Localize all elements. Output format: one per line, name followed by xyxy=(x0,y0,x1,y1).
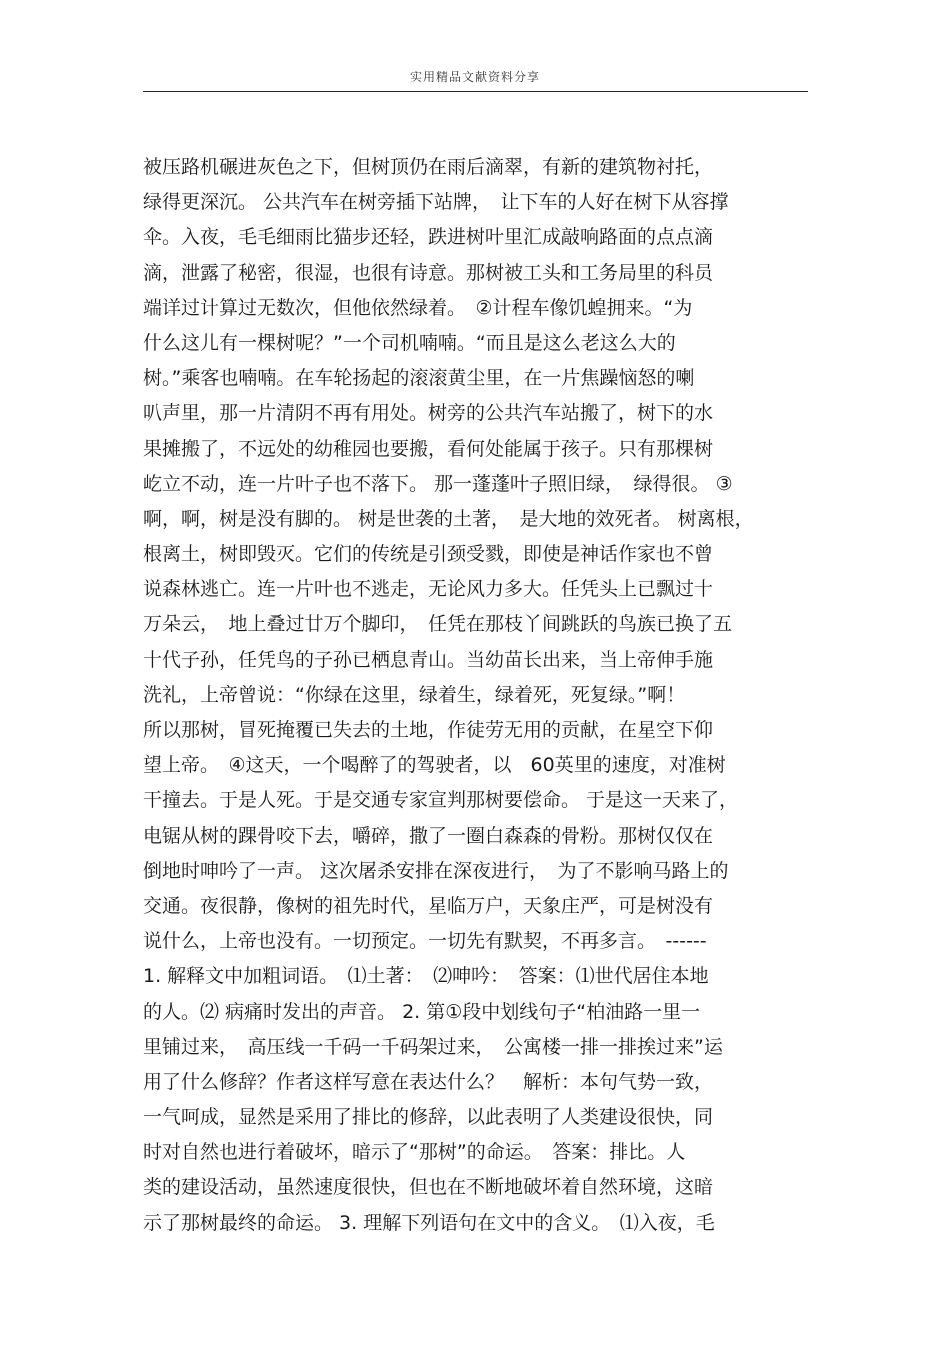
text-line: 示了那树最终的命运。 3. 理解下列语句在文中的含义。 ⑴入夜，毛 xyxy=(143,1211,715,1234)
text-line: 说什么，上帝也没有。一切预定。一切先有默契，不再多言。 ------ xyxy=(143,930,707,953)
text-line: 说森林逃亡。连一片叶也不逃走，无论风力多大。任凭头上已飘过十 xyxy=(143,578,714,601)
text-line: 树。”乘客也喃喃。在车轮扬起的滚滚黄尘里，在一片焦躁恼怒的喇 xyxy=(143,367,695,390)
text-line: 里铺过来， 高压线一千码一千码架过来， 公寓楼一排一排挨过来”运 xyxy=(143,1035,723,1058)
text-line: 电锯从树的踝骨咬下去，嚼碎，撒了一圈白森森的骨粉。那树仅仅在 xyxy=(143,824,714,847)
header-divider xyxy=(143,91,808,92)
text-line: 时对自然也进行着破坏，暗示了“那树”的命运。 答案：排比。人 xyxy=(143,1141,686,1164)
text-line: 洗礼，上帝曾说：“你绿在这里，绿着生，绿着死，死复绿。”啊！ xyxy=(143,683,686,706)
page-header: 实用精品文献资料分享 xyxy=(409,70,540,84)
text-line: 用了什么修辞？作者这样写意在表达什么？ 解析：本句气势一致， xyxy=(143,1070,714,1093)
text-line: 啊，啊，树是没有脚的。 树是世袭的土著， 是大地的效死者。 树离根， xyxy=(143,507,754,530)
text-line: 屹立不动，连一片叶子也不落下。 那一蓬蓬叶子照旧绿， 绿得很。 ③ xyxy=(143,472,733,495)
text-line: 叭声里，那一片清阴不再有用处。树旁的公共汽车站搬了，树下的水 xyxy=(143,402,714,425)
text-line: 滴，泄露了秘密，很湿，也很有诗意。那树被工头和工务局里的科员 xyxy=(143,261,714,284)
body-text xyxy=(143,150,813,1241)
text-line: 干撞去。于是人死。于是交通专家宣判那树要偿命。 于是这一天来了， xyxy=(143,789,739,812)
text-line: 交通。夜很静，像树的祖先时代，星临万户，天象庄严，可是树没有 xyxy=(143,894,714,917)
text-line: 什么这儿有一棵树呢？”一个司机喃喃。“而且是这么老这么大的 xyxy=(143,331,676,354)
text-line: 果摊搬了，不远处的幼稚园也要搬，看何处能属于孩子。只有那棵树 xyxy=(143,437,714,460)
text-line: 1. 解释文中加粗词语。 ⑴土著： ⑵呻吟： 答案：⑴世代居住本地 xyxy=(143,965,709,988)
text-line: 一气呵成，显然是采用了排比的修辞，以此表明了人类建设很快，同 xyxy=(143,1106,714,1129)
text-line: 万朵云， 地上叠过廿万个脚印， 任凭在那枝丫间跳跃的鸟族已换了五 xyxy=(143,613,733,636)
text-line: 被压路机碾进灰色之下，但树顶仍在雨后滴翠，有新的建筑物衬托， xyxy=(143,156,714,178)
text-line: 十代子孙，任凭鸟的子孙已栖息青山。当幼苗长出来，当上帝伸手施 xyxy=(143,648,714,671)
text-line: 所以那树，冒死掩覆已失去的土地，作徒劳无用的贡献，在星空下仰 xyxy=(143,719,714,741)
text-line: 的人。⑵ 病痛时发出的声音。 2. 第①段中划线句子“柏油路一里一 xyxy=(143,1000,701,1023)
text-line: 根离土，树即毁灭。它们的传统是引颈受戮，即使是神话作家也不曾 xyxy=(143,543,714,566)
text-line: 类的建设活动，虽然速度很快，但也在不断地破坏着自然环境，这暗 xyxy=(143,1176,714,1199)
text-line: 伞。入夜，毛毛细雨比猫步还轻，跌进树叶里汇成敲响路面的点点滴 xyxy=(143,226,714,249)
text-line: 望上帝。 ④这天，一个喝醉了的驾驶者，以 60英里的速度，对准树 xyxy=(143,754,726,777)
text-line: 倒地时呻吟了一声。 这次屠杀安排在深夜进行， 为了不影响马路上的 xyxy=(143,859,729,882)
text-line: 端详过计算过无数次，但他依然绿着。 ②计程车像饥蝗拥来。“为 xyxy=(143,296,693,319)
text-line: 绿得更深沉。 公共汽车在树旁插下站牌， 让下车的人好在树下从容撑 xyxy=(143,191,729,214)
